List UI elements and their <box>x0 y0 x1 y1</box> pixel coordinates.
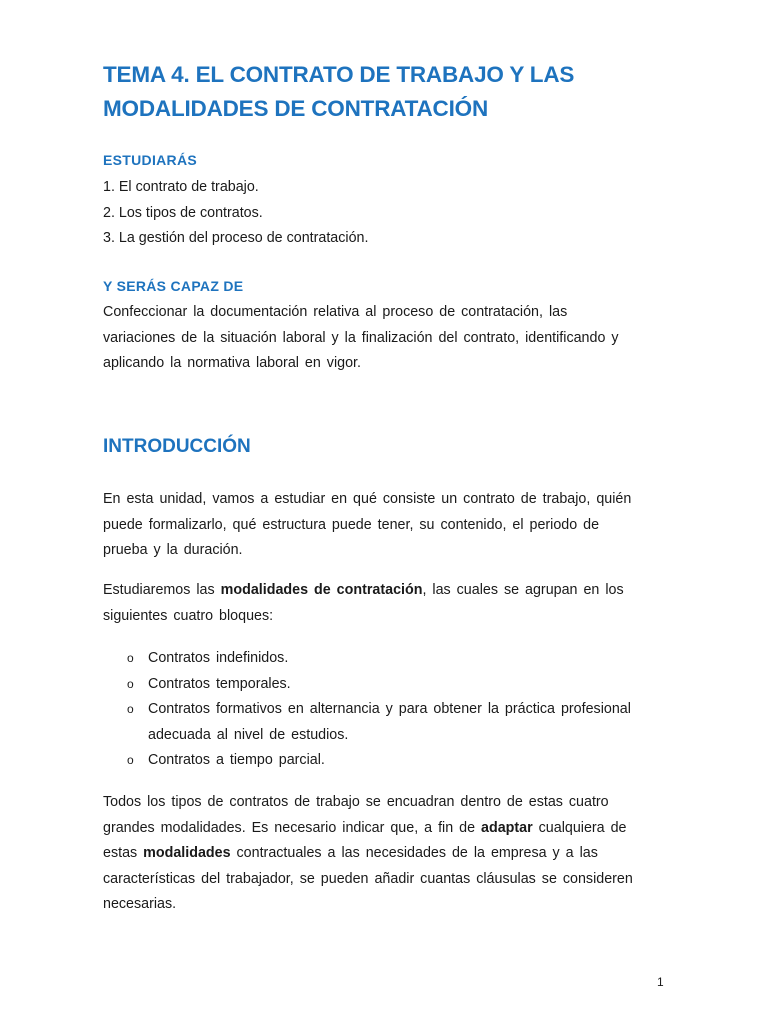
intro-paragraph-3 <box>103 790 663 918</box>
capaz-heading: Y SERÁS CAPAZ DE <box>103 278 244 294</box>
list-item-text: Contratos formativos en alternancia y para obtener la práctica profesional <box>148 701 631 717</box>
page-number: 1 <box>657 975 664 989</box>
paragraph-line <box>103 816 663 842</box>
bullet-circle-icon: o <box>127 702 134 716</box>
bold-text: modalidades de contratación <box>220 582 423 598</box>
list-item <box>103 672 663 698</box>
list-item-text: adecuada al nivel de estudios. <box>148 726 349 743</box>
paragraph-line: necesarias. <box>103 896 177 912</box>
list-item <box>103 646 663 672</box>
title-line-1: TEMA 4. EL CONTRATO DE TRABAJO Y LAS <box>103 62 575 87</box>
modalidades-list <box>103 646 663 774</box>
paragraph-text: grandes modalidades. Es necesario indicar que, a fin de <box>103 819 482 836</box>
paragraph-line: Confeccionar la documentación relativa al proceso de contratación, las <box>103 304 568 320</box>
paragraph-text: , las cuales se agrupan en los <box>422 582 624 598</box>
list-item <box>103 697 663 748</box>
bullet-circle-icon: o <box>127 651 134 665</box>
paragraph-line: prueba y la duración. <box>103 542 243 558</box>
paragraph-line: siguientes cuatro bloques: <box>103 607 274 624</box>
list-item-text: Contratos indefinidos. <box>148 650 289 666</box>
bold-text: modalidades <box>143 845 231 861</box>
paragraph-text: Estudiaremos las <box>103 582 221 598</box>
list-item <box>103 748 663 774</box>
intro-paragraph-2 <box>103 578 663 629</box>
paragraph-text: contractuales a las necesidades de la empresa y a las <box>230 845 598 861</box>
bullet-circle-icon: o <box>127 753 134 767</box>
document-title <box>103 58 663 126</box>
introduccion-heading: INTRODUCCIÓN <box>103 436 251 457</box>
intro-paragraph-1 <box>103 487 663 564</box>
paragraph-line: características del trabajador, se pueden añadir cuantas cláusulas se consideren <box>103 870 633 887</box>
estudiaras-heading: ESTUDIARÁS <box>103 152 198 168</box>
list-item: 1. El contrato de trabajo. <box>103 179 259 195</box>
paragraph-line: Todos los tipos de contratos de trabajo se encuadran dentro de estas cuatro <box>103 794 609 810</box>
paragraph-line: aplicando la normativa laboral en vigor. <box>103 355 361 371</box>
title-line-2: MODALIDADES DE CONTRATACIÓN <box>103 96 488 121</box>
bold-text: adaptar <box>481 819 533 836</box>
bullet-circle-icon: o <box>127 676 134 691</box>
paragraph-line <box>103 841 663 867</box>
list-item: 3. La gestión del proceso de contratación. <box>103 230 369 246</box>
paragraph-line: puede formalizarlo, qué estructura puede tener, su contenido, el periodo de <box>103 516 600 533</box>
paragraph-text: estas <box>103 845 144 861</box>
estudiaras-list <box>103 175 663 252</box>
list-item: 2. Los tipos de contratos. <box>103 204 263 221</box>
list-item-text: Contratos temporales. <box>148 675 291 692</box>
paragraph-line: En esta unidad, vamos a estudiar en qué consiste un contrato de trabajo, quién <box>103 491 632 507</box>
capaz-paragraph <box>103 300 663 377</box>
paragraph-line: variaciones de la situación laboral y la finalización del contrato, identificando y <box>103 329 619 346</box>
list-item-text: Contratos a tiempo parcial. <box>148 752 325 768</box>
paragraph-line <box>103 578 663 604</box>
paragraph-text: cualquiera de <box>532 819 627 836</box>
